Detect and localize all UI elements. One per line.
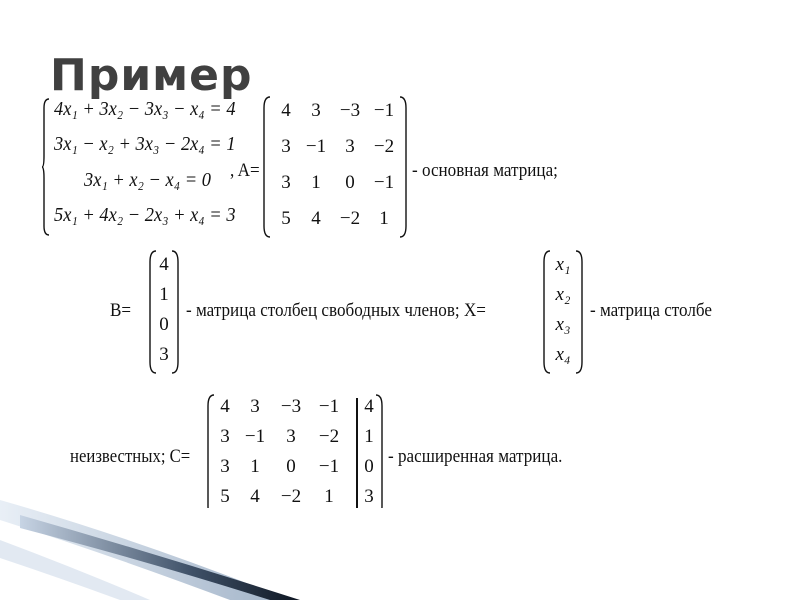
matrix-a-cell: −1 [373,100,395,121]
matrix-c-cell: −3 [280,396,302,417]
matrix-c-cell: 1 [250,456,260,477]
matrix-b-cell: 4 [159,254,169,275]
matrix-a-cell: −2 [339,208,361,229]
matrix-b [148,250,180,374]
matrix-c-cell: −2 [280,486,302,507]
matrix-a-cell: 1 [379,208,389,229]
matrix-c-caption: - расширенная матрица. [388,446,563,467]
equation-4: 5x₁ + 4x₂ − 2x₃ + x₄ = 3 [54,204,236,226]
matrix-c-cell: −1 [318,456,340,477]
matrix-c-cell: 1 [324,486,334,507]
matrix-c-cell: 5 [220,486,230,507]
matrix-a-cell: 3 [281,172,291,193]
matrix-x-cell: x₄ [555,344,571,365]
matrix-x-caption: - матрица столбе [590,300,712,321]
matrix-c-cell: 3 [286,426,296,447]
matrix-c-cell: 4 [220,396,230,417]
matrix-a-cell: 0 [345,172,355,193]
matrix-a-label: , A= [230,160,260,181]
matrix-x-cell: x₃ [555,314,571,335]
matrix-a [262,96,408,238]
matrix-a-cell: −1 [305,136,327,157]
equation-2: 3x₁ − x₂ + 3x₃ − 2x₄ = 1 [54,133,236,155]
matrix-c-cell: −2 [318,426,340,447]
matrix-c-cell: 3 [220,426,230,447]
matrix-a-cell: 5 [281,208,291,229]
matrix-x-cell: x₁ [555,254,571,275]
matrix-b-cell: 3 [159,344,169,365]
matrix-c-cell: −1 [244,426,266,447]
matrix-c-cell: 0 [286,456,296,477]
equation-1: 4x₁ + 3x₂ − 3x₃ − x₄ = 4 [54,98,236,120]
matrix-b-label: B= [110,300,132,321]
matrix-c-cell: 3 [250,396,260,417]
matrix-x-cell: x₂ [555,284,571,305]
slide-title: Пример [50,50,253,101]
matrix-x [542,250,584,374]
equation-3: 3x₁ + x₂ − x₄ = 0 [84,169,211,191]
matrix-a-caption: - основная матрица; [412,160,558,181]
system-brace-icon [42,98,50,236]
matrix-c-cell: 3 [220,456,230,477]
matrix-a-cell: −1 [373,172,395,193]
matrix-c-cell: 3 [364,486,374,507]
matrix-c-cell: 1 [364,426,374,447]
matrix-a-cell: −2 [373,136,395,157]
matrix-b-cell: 0 [159,314,169,335]
matrix-c [206,394,384,508]
matrix-a-cell: 4 [281,100,291,121]
matrix-c-cell: −1 [318,396,340,417]
matrix-b-caption: - матрица столбец свободных членов; X= [186,300,486,321]
matrix-c-cell: 0 [364,456,374,477]
matrix-b-cell: 1 [159,284,169,305]
matrix-a-cell: 1 [311,172,321,193]
matrix-c-cell: 4 [250,486,260,507]
matrix-c-cell: 4 [364,396,374,417]
matrix-a-cell: 3 [345,136,355,157]
matrix-a-cell: 4 [311,208,321,229]
matrix-a-cell: 3 [281,136,291,157]
matrix-a-cell: 3 [311,100,321,121]
decorative-swoosh [0,500,800,600]
matrix-a-cell: −3 [339,100,361,121]
matrix-c-label: неизвестных; C= [70,446,191,467]
